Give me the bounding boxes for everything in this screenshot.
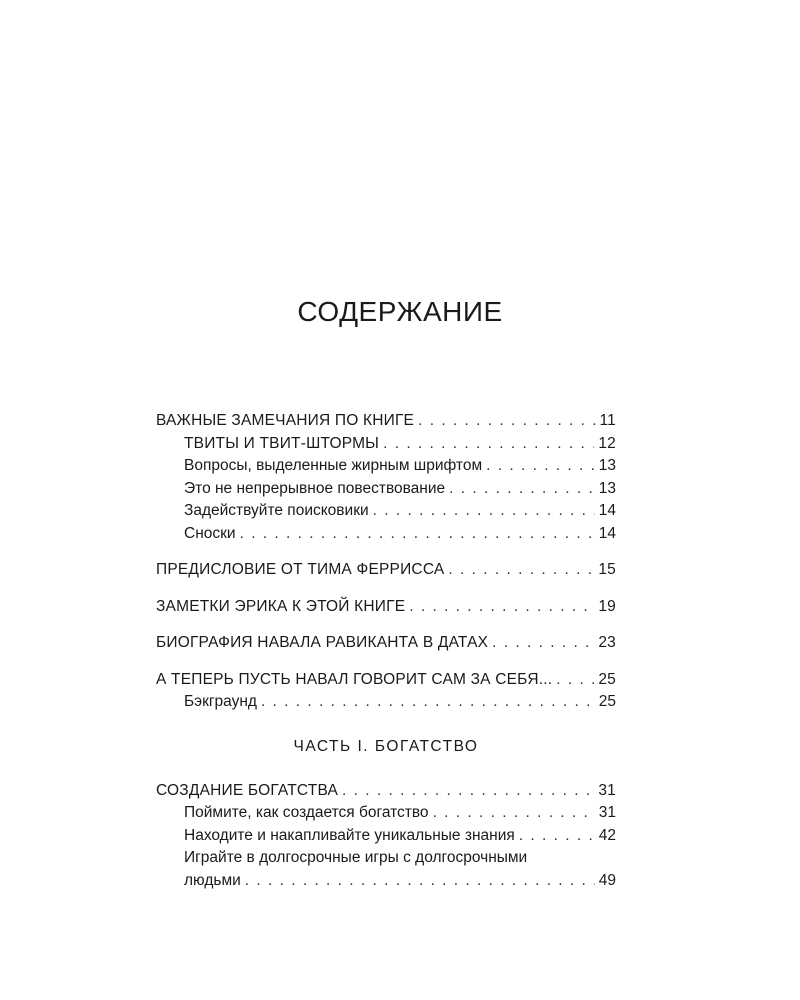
- spacer: [156, 582, 616, 596]
- toc-entry-title: Это не непрерывное повествование: [184, 479, 446, 497]
- toc-entry-title: ПРЕДИСЛОВИЕ ОТ ТИМА ФЕРРИССА: [156, 561, 445, 578]
- toc-subentry[interactable]: [156, 523, 616, 546]
- spacer: [156, 618, 616, 632]
- toc-subentry[interactable]: [156, 500, 616, 523]
- toc-page-number: 11: [599, 412, 616, 429]
- toc-subentry[interactable]: [156, 802, 616, 825]
- toc-leader-dots: [556, 669, 594, 692]
- toc-entry-title: БИОГРАФИЯ НАВАЛА РАВИКАНТА В ДАТАХ: [156, 634, 489, 651]
- toc-entry-title: Играйте в долгосрочные игры с долгосрочными: [184, 849, 528, 866]
- toc-leader-dots: [449, 478, 595, 501]
- toc-entry-title: СОЗДАНИЕ БОГАТСТВА: [156, 781, 339, 799]
- toc-entry-title: Сноски: [184, 524, 236, 542]
- toc-entry-title: ТВИТЫ И ТВИТ-ШТОРМЫ: [184, 434, 380, 452]
- spacer: [156, 714, 616, 736]
- toc-entry-title: Находите и накапливайте уникальные знания: [184, 826, 515, 844]
- toc-entry[interactable]: [156, 632, 616, 655]
- toc-page-number: 49: [598, 871, 616, 889]
- toc-entry[interactable]: [156, 410, 616, 433]
- toc-page-number: 25: [598, 670, 616, 688]
- toc-entry-title: Вопросы, выделенные жирным шрифтом: [184, 457, 483, 474]
- toc-page-number: 14: [598, 524, 616, 542]
- toc-entry-title-continued: людьми: [184, 871, 241, 889]
- toc-page-number: 12: [598, 434, 616, 452]
- toc-subentry[interactable]: [156, 433, 616, 456]
- toc-page-number: 14: [598, 502, 616, 519]
- toc-entry[interactable]: [156, 559, 616, 582]
- toc-leader-dots: [418, 410, 595, 433]
- toc-page-number: 23: [598, 634, 616, 651]
- toc-page-number: 19: [598, 597, 616, 615]
- toc-page-number: 13: [598, 457, 616, 474]
- toc-leader-dots: [245, 870, 595, 893]
- page-title: СОДЕРЖАНИЕ: [297, 296, 503, 327]
- toc-page-number: 42: [598, 826, 616, 844]
- toc-entry-title: Бэкграунд: [184, 693, 257, 710]
- toc-leader-dots: [486, 455, 595, 478]
- toc-leader-dots: [519, 825, 595, 848]
- toc-subentry-line-2[interactable]: [156, 870, 616, 893]
- toc-entry-title: Задействуйте поисковики: [184, 502, 369, 519]
- toc-subentry-line-1[interactable]: [156, 847, 616, 870]
- toc-subentry[interactable]: [156, 825, 616, 848]
- toc-subentry[interactable]: [156, 455, 616, 478]
- toc-leader-dots: [492, 632, 594, 655]
- toc-leader-dots: [448, 559, 594, 582]
- toc-entry-title: ВАЖНЫЕ ЗАМЕЧАНИЯ ПО КНИГЕ: [156, 412, 415, 429]
- toc-leader-dots: [383, 433, 594, 456]
- toc-page-number: 13: [598, 479, 616, 497]
- toc-entry-title: А ТЕПЕРЬ ПУСТЬ НАВАЛ ГОВОРИТ САМ ЗА СЕБЯ...: [156, 670, 553, 688]
- toc-entry[interactable]: [156, 596, 616, 619]
- spacer: [156, 655, 616, 669]
- toc-leader-dots: [433, 802, 595, 825]
- part-heading[interactable]: ЧАСТЬ I. БОГАТСТВО: [293, 737, 479, 755]
- toc-leader-dots: [342, 780, 594, 803]
- toc-leader-dots: [373, 500, 595, 523]
- toc-entry-title: Поймите, как создается богатство: [184, 804, 429, 821]
- toc-entry[interactable]: [156, 669, 616, 692]
- toc-leader-dots: [409, 596, 594, 619]
- spacer: [156, 758, 616, 780]
- toc-page-number: 15: [598, 561, 616, 578]
- toc-page-number: 25: [598, 693, 616, 710]
- spacer: [156, 545, 616, 559]
- toc-leader-dots: [240, 523, 595, 546]
- toc-subentry[interactable]: [156, 478, 616, 501]
- toc-subentry[interactable]: [156, 691, 616, 714]
- toc-entry[interactable]: [156, 780, 616, 803]
- toc-page-number: 31: [598, 804, 616, 821]
- toc-page-number: 31: [598, 781, 616, 799]
- toc-leader-dots: [261, 691, 595, 714]
- table-of-contents: [156, 410, 616, 892]
- toc-entry-title: ЗАМЕТКИ ЭРИКА К ЭТОЙ КНИГЕ: [156, 597, 406, 615]
